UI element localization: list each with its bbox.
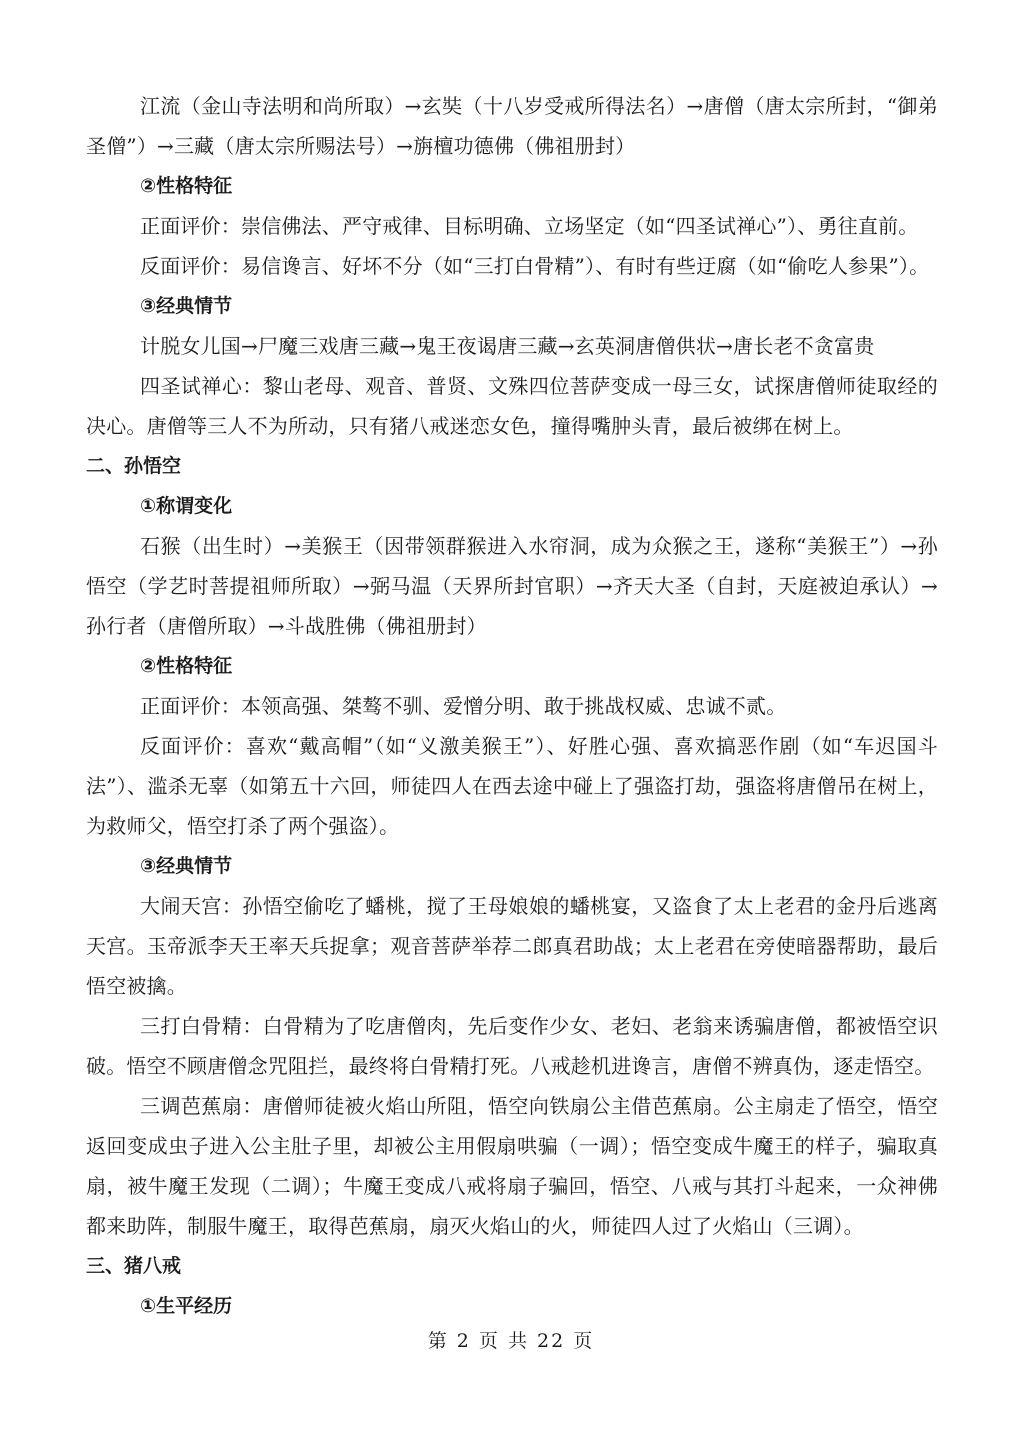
sunwukong-names-heading: ①称谓变化 [140, 495, 233, 517]
page-number-footer: 第 2 页 共 22 页 [427, 1330, 595, 1352]
tangseng-plots-list: 计脱女儿国→尸魔三戏唐三藏→鬼王夜谒唐三藏→玄英洞唐僧供状→唐长老不贪富贵 [140, 334, 875, 358]
tangseng-positive-paragraph: 正面评价：崇信佛法、严守戒律、目标明确、立场坚定（如“四圣试禅心”）、勇往直前。 [140, 214, 919, 238]
sunwukong-bajiao-paragraph: 三调芭蕉扇：唐僧师徒被火焰山所阻，悟空向铁扇公主借芭蕉扇。公主扇走了悟空，悟空返回变成虫子进入公主肚子里，却被公主用假扇哄骗（一调）；悟空变成牛魔王的样子，骗取真扇，被牛魔王发现（二调）；牛魔王变成八戒将扇子骗回，悟空、八戒与其打斗起来，一众神佛都来助阵，制服牛魔王，取得芭蕉扇，扇灭火焰山的火，师徒四人过了火焰山（三调）。 [86, 1094, 938, 1238]
section-title-sunwukong: 二、孙悟空 [86, 455, 182, 477]
sunwukong-negative-paragraph: 反面评价：喜欢“戴高帽”（如“义激美猴王”）、好胜心强、喜欢搞恶作剧（如“车迟国斗法”）、滥杀无辜（如第五十六回，师徒四人在西去途中碰上了强盗打劫，强盗将唐僧吊在树上，为救师父，悟空打杀了两个强盗）。 [86, 734, 938, 838]
sunwukong-positive-paragraph: 正面评价：本领高强、桀骜不驯、爱憎分明、敢于挑战权威、忠诚不贰。 [140, 694, 787, 718]
section-title-zhubajie: 三、猪八戒 [86, 1255, 182, 1277]
tangseng-plots-heading: ③经典情节 [140, 295, 233, 317]
sunwukong-baigu-paragraph: 三打白骨精：白骨精为了吃唐僧肉，先后变作少女、老妇、老翁来诱骗唐僧，都被悟空识破。悟空不顾唐僧念咒阻拦，最终将白骨精打死。八戒趁机进谗言，唐僧不辨真伪，逐走悟空。 [86, 1014, 938, 1078]
tangseng-traits-heading: ②性格特征 [140, 175, 233, 197]
tangseng-sisheng-paragraph: 四圣试禅心：黎山老母、观音、普贤、文殊四位菩萨变成一母三女，试探唐僧师徒取经的决心。唐僧等三人不为所动，只有猪八戒迷恋女色，撞得嘴肿头青，最后被绑在树上。 [86, 374, 938, 438]
sunwukong-danao-paragraph: 大闹天宫：孙悟空偷吃了蟠桃，搅了王母娘娘的蟠桃宴，又盗食了太上老君的金丹后逃离天宫。玉帝派李天王率天兵捉拿；观音菩萨举荐二郎真君助战；太上老君在旁使暗器帮助，最后悟空被擒。 [86, 894, 938, 998]
tangseng-negative-paragraph: 反面评价：易信谗言、好坏不分（如“三打白骨精”）、有时有些迂腐（如“偷吃人参果”）。 [140, 254, 930, 278]
tangseng-names-paragraph: 江流（金山寺法明和尚所取）→玄奘（十八岁受戒所得法名）→唐僧（唐太宗所封，“御弟圣僧”）→三藏（唐太宗所赐法号）→旃檀功德佛（佛祖册封） [86, 94, 938, 158]
sunwukong-names-paragraph: 石猴（出生时）→美猴王（因带领群猴进入水帘洞，成为众猴之王，遂称“美猴王”）→孙悟空（学艺时菩提祖师所取）→弼马温（天界所封官职）→齐天大圣（自封，天庭被迫承认）→孙行者（唐僧所取）→斗战胜佛（佛祖册封） [86, 534, 938, 638]
zhubajie-life-heading: ①生平经历 [140, 1295, 233, 1317]
document-page [86, 86, 938, 1326]
sunwukong-plots-heading: ③经典情节 [140, 855, 233, 877]
sunwukong-traits-heading: ②性格特征 [140, 655, 233, 677]
